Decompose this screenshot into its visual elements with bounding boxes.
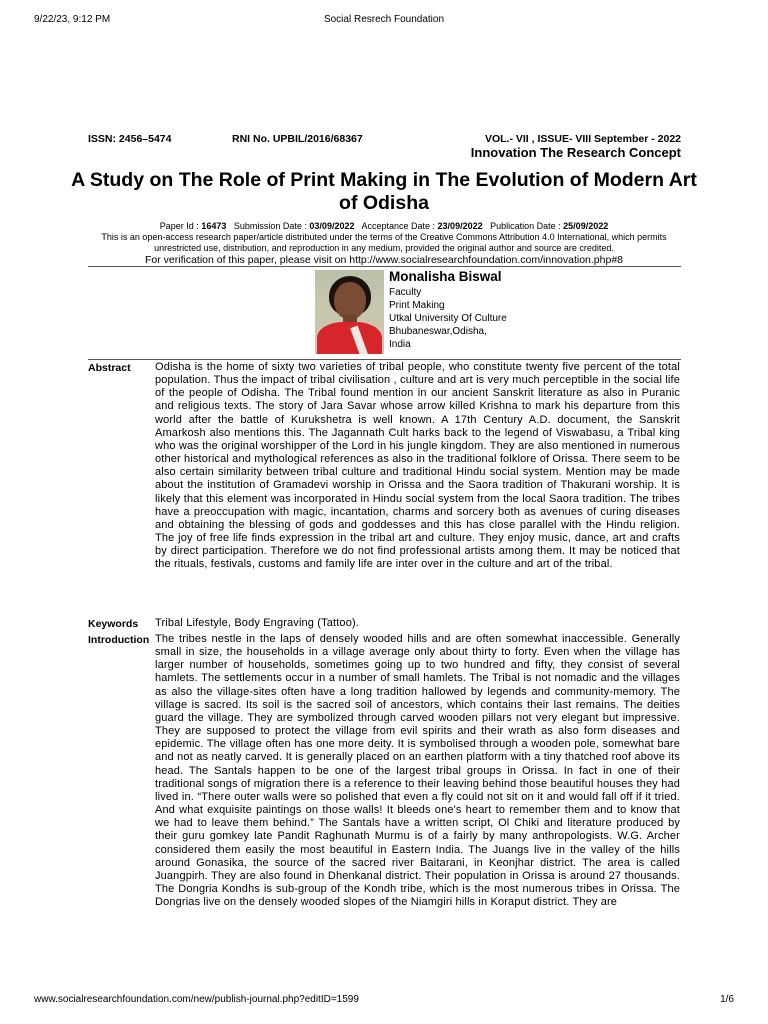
keywords-label: Keywords [88, 618, 139, 630]
keywords-text: Tribal Lifestyle, Body Engraving (Tattoo). [155, 617, 359, 629]
print-footer [34, 994, 734, 1008]
divider-top [88, 266, 681, 267]
print-header [34, 14, 734, 28]
volume-issue: VOL.- VII , ISSUE- VIII September - 2022 [484, 133, 681, 145]
print-url[interactable]: www.socialresearchfoundation.com/new/publish-journal.php?editID=1599 [34, 994, 359, 1005]
author-photo [315, 270, 384, 354]
introduction-label: Introduction [88, 634, 150, 646]
submission-label: Submission Date : [233, 221, 307, 231]
author-block [389, 268, 507, 351]
submission-date: 03/09/2022 [309, 221, 355, 231]
paper-title: A Study on The Role of Print Making in The Evolution of Modern Art of Odisha [71, 169, 697, 214]
page-number: 1/6 [720, 994, 734, 1005]
introduction-text: The tribes nestle in the laps of densely wooded hills and are often somewhat inaccessible. Generally small in size, the households in a village average only about thirty to forty. Even when the village has larger number of households, sometimes going up to two hundred and fifty, they consist of several hamlets. The settlements occur in a number of small hamlets. The Tribal is not nomadic and the villages as also the village-sites often have a long tradition hallowed by legends and community-memory. The village is sacred. Its soil is the sacred soil of ancestors, which contains their last remains. The deities guard the village. They are symbolized through carved wooden pillars not very elegant but impressive. They are supposed to protect the village from evil spirits and their wrath as also form diseases and epidemic. The village often has one more deity. It is symbolised through a wooden pole, somewhat bare and not as neatly carved. It is generally placed on an earthen platform with a tiny thatched roof above its head. The Santals happen to be one of the largest tribal groups in Orissa. In fact in one of their traditional songs of migration there is a reference to their leaving behind those beautiful houses they had lived in. “There outer walls were so polished that even a fly could not sit on it and would fall off if it tried. And what exquisite paintings on those walls! It bleeds one's heart to remember them and to know that we had to leave them behind.” The Santals have a written script, Ol Chiki and literature produced by their guru gomkey late Pandit Raghunath Murmu is of a fairly by many anthropologists. W.G. Archer considered them easily the most beautiful in Eastern India. The Juangs live in the valley of the hills around Gonasika, the source of the sacred river Baitarani, in Keonjhar district. The area is called Juangpirh. They are also found in Dhenkanal district. Their population in Orissa is around 27 thousands. The Dongria Kondhs is sub-group of the Kondh tribe, which is the most numerous tribes in Orissa. The Dongrias live on the densely wooded slopes of the Niamgiri hills in Koraput district. They are [155, 633, 680, 909]
acceptance-label: Acceptance Date : [361, 221, 436, 231]
print-site-title: Social Resrech Foundation [323, 14, 445, 25]
author-name: Monalisha Biswal [389, 269, 502, 284]
abstract-text: Odisha is the home of sixty two varieties of tribal people, who constitute twenty five percent of the total population. Thus the impact of tribal civilisation , culture and art is very much perceptible in the social life of the people of Odisha. The Tribal found mention in our ancient Sanskrit literature as also in Puranic and religious texts. The story of Jara Savar whose arrow killed Krishna to mark his departure from this world after the battle of Kurukshetra is well known. A 17th Century A.D. document, the Sanskrit Amarkosh also mentions this. The Jagannath Cult harks back to the legend of Viswabasu, a Tribal king who was the original worshipper of the Lord in his jungle kingdom. They are also mentioned in numerous other historical and mythological references as also in the traditional folklore of Orissa. There seem to be also certain similarity between tribal culture and traditional Hindu social system. Mention may be made about the institution of Gramadevi worship in Orissa and the Saora tradition of Thakurani worship. It is likely that this element was incorporated in Hindu social system from the local Saora tradition. The tribes have a preoccupation with magic, incantation, charms and sorcery both as avenues of curing diseases and obtaining the blessing of gods and goddesses and this has close parallel with the Hindu religion. The joy of free life finds expression in the tribal art and culture. They enjoy music, dance, art and crafts by direct participation. Therefore we do not find professional artists among them. It may be noticed that the rituals, festivals, customs and family life are inter over in the culture and art of the tribal. [155, 361, 680, 571]
paper-dates-row [80, 221, 688, 232]
publication-date: 25/09/2022 [563, 221, 609, 231]
journal-name: Innovation The Research Concept [470, 145, 681, 160]
print-datetime: 9/22/23, 9:12 PM [34, 14, 111, 25]
paper-info [80, 221, 688, 266]
issn: ISSN: 2456–5474 [88, 133, 172, 145]
rni-number: RNI No. UPBIL/2016/68367 [232, 133, 363, 145]
verification-link[interactable]: For verification of this paper, please visit on http://www.socialresearchfoundation.com/innovation.php#8 [144, 254, 624, 266]
author-department: Print Making [389, 300, 445, 311]
paper-id-label: Paper Id : [159, 221, 199, 231]
author-role: Faculty [389, 287, 422, 298]
divider-bottom [88, 359, 681, 360]
publication-label: Publication Date : [490, 221, 561, 231]
paper-id: 16473 [201, 221, 227, 231]
author-institution: Utkal University Of Culture [389, 313, 507, 324]
author-country: India [389, 339, 411, 350]
acceptance-date: 23/09/2022 [437, 221, 483, 231]
abstract-label: Abstract [88, 362, 131, 374]
license-text: This is an open-access research paper/article distributed under the terms of the Creative Commons Attribution 4.0 International, which permits unrestricted use, distribution, and reproduction in any medium, provided the original author and source are credited. [101, 232, 667, 253]
author-city: Bhubaneswar,Odisha, [389, 326, 487, 337]
